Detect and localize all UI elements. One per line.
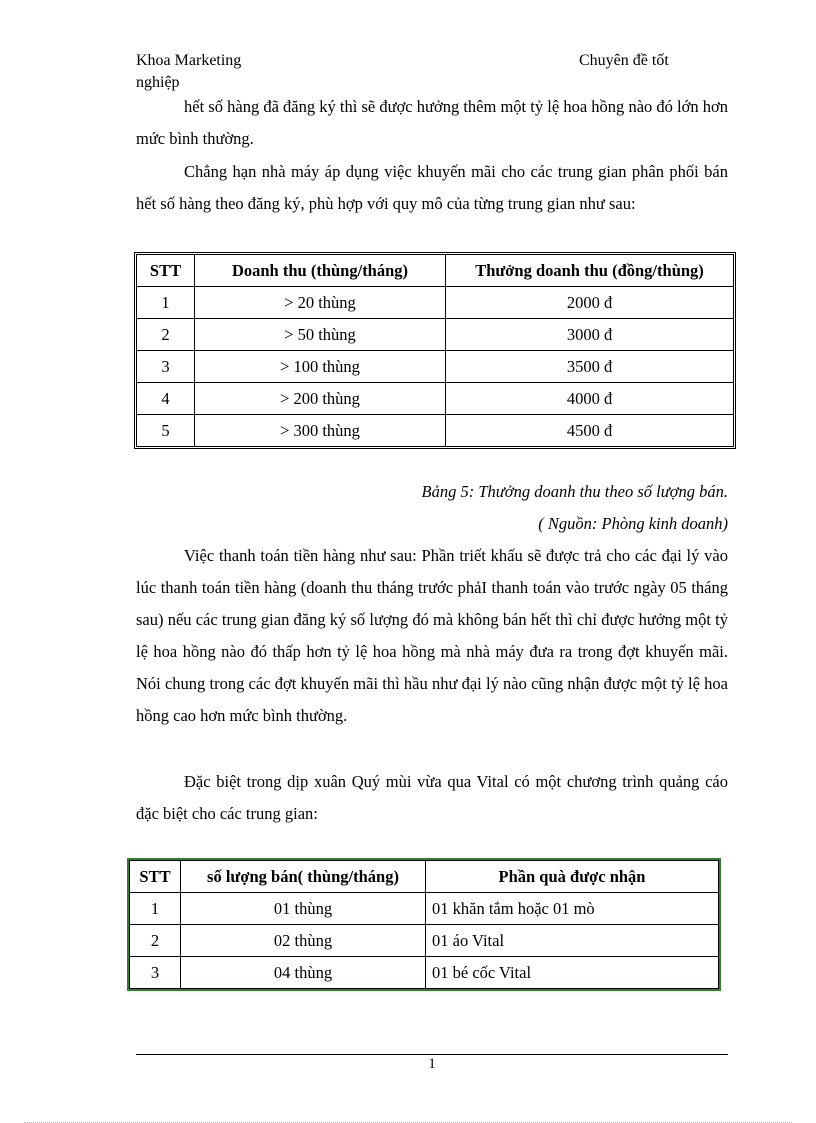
table-header-stt: STT [137, 255, 195, 287]
table-cell: 01 khăn tắm hoặc 01 mò [426, 893, 719, 925]
paragraph-2: Chẳng hạn nhà máy áp dụng việc khuyến mãi cho các trung gian phân phối bán hết số hàng theo đăng ký, phù hợp với quy mô của từng trung gian như sau: [136, 162, 728, 213]
table-header-row [130, 861, 719, 893]
table-cell: 3000 đ [446, 319, 734, 351]
table-row [137, 287, 734, 319]
table-header-gift: Phần quà được nhận [426, 861, 719, 893]
table-cell: 2 [137, 319, 195, 351]
table-row [130, 893, 719, 925]
gift-table [129, 860, 719, 989]
table-cell: 02 thùng [181, 925, 426, 957]
table-cell: > 20 thùng [195, 287, 446, 319]
table-cell: > 50 thùng [195, 319, 446, 351]
table-cell: 4 [137, 383, 195, 415]
paragraph-4: Đặc biệt trong dịp xuân Quý mùi vừa qua Vital có một chương trình quảng cáo đặc biệt cho các trung gian: [136, 772, 728, 823]
header-wrap: nghiệp [136, 74, 180, 91]
table-row [130, 925, 719, 957]
table-cell: 4500 đ [446, 415, 734, 447]
table-header-stt: STT [130, 861, 181, 893]
table-row [137, 319, 734, 351]
table-cell: 01 áo Vital [426, 925, 719, 957]
table-row [137, 351, 734, 383]
table-cell: 04 thùng [181, 957, 426, 989]
table-cell: 3 [137, 351, 195, 383]
table-cell: > 100 thùng [195, 351, 446, 383]
table-cell: 3500 đ [446, 351, 734, 383]
table-cell: 2 [130, 925, 181, 957]
page-number: 1 [428, 1056, 436, 1072]
table-cell: 01 bé cốc Vital [426, 957, 719, 989]
footer-divider [136, 1054, 728, 1055]
table-row [137, 383, 734, 415]
bonus-table [136, 254, 734, 447]
paragraph-1: hết số hàng đã đăng ký thì sẽ được hưởng thêm một tỷ lệ hoa hồng nào đó lớn hơn mức bình thường. [136, 97, 728, 148]
table-cell: 01 thùng [181, 893, 426, 925]
table-caption: Bảng 5: Thưởng doanh thu theo số lượng bán. [421, 482, 728, 501]
table-row [130, 957, 719, 989]
table-header-revenue: Doanh thu (thùng/tháng) [195, 255, 446, 287]
header-right: Chuyên đề tốt [579, 52, 669, 69]
table-cell: 5 [137, 415, 195, 447]
table-source: ( Nguồn: Phòng kinh doanh) [538, 514, 728, 533]
table-header-bonus: Thưởng doanh thu (đồng/thùng) [446, 255, 734, 287]
table-cell: > 300 thùng [195, 415, 446, 447]
table-header-row [137, 255, 734, 287]
table-cell: 4000 đ [446, 383, 734, 415]
table-cell: 1 [130, 893, 181, 925]
table-cell: 3 [130, 957, 181, 989]
header-left: Khoa Marketing [136, 52, 242, 69]
table-cell: 2000 đ [446, 287, 734, 319]
table-header-quantity: số lượng bán( thùng/tháng) [181, 861, 426, 893]
table-row [137, 415, 734, 447]
paragraph-3: Việc thanh toán tiền hàng như sau: Phần triết khấu sẽ được trả cho các đại lý vào lúc thanh toán tiền hàng (doanh thu tháng trước phảI thanh toán vào trước ngày 05 tháng sau) nếu các trung gian đăng ký số lượng đó mà không bán hết thì chỉ được hưởng một tỷ lệ hoa hồng nào đó thấp hơn tỷ lệ hoa hồng mà nhà máy đưa ra trong đợt khuyến mãi. Nói chung trong các đợt khuyến mãi thì hầu như đại lý nào cũng nhận được một tỷ lệ hoa hồng cao hơn mức bình thường. [136, 546, 728, 725]
table-cell: 1 [137, 287, 195, 319]
table-cell: > 200 thùng [195, 383, 446, 415]
